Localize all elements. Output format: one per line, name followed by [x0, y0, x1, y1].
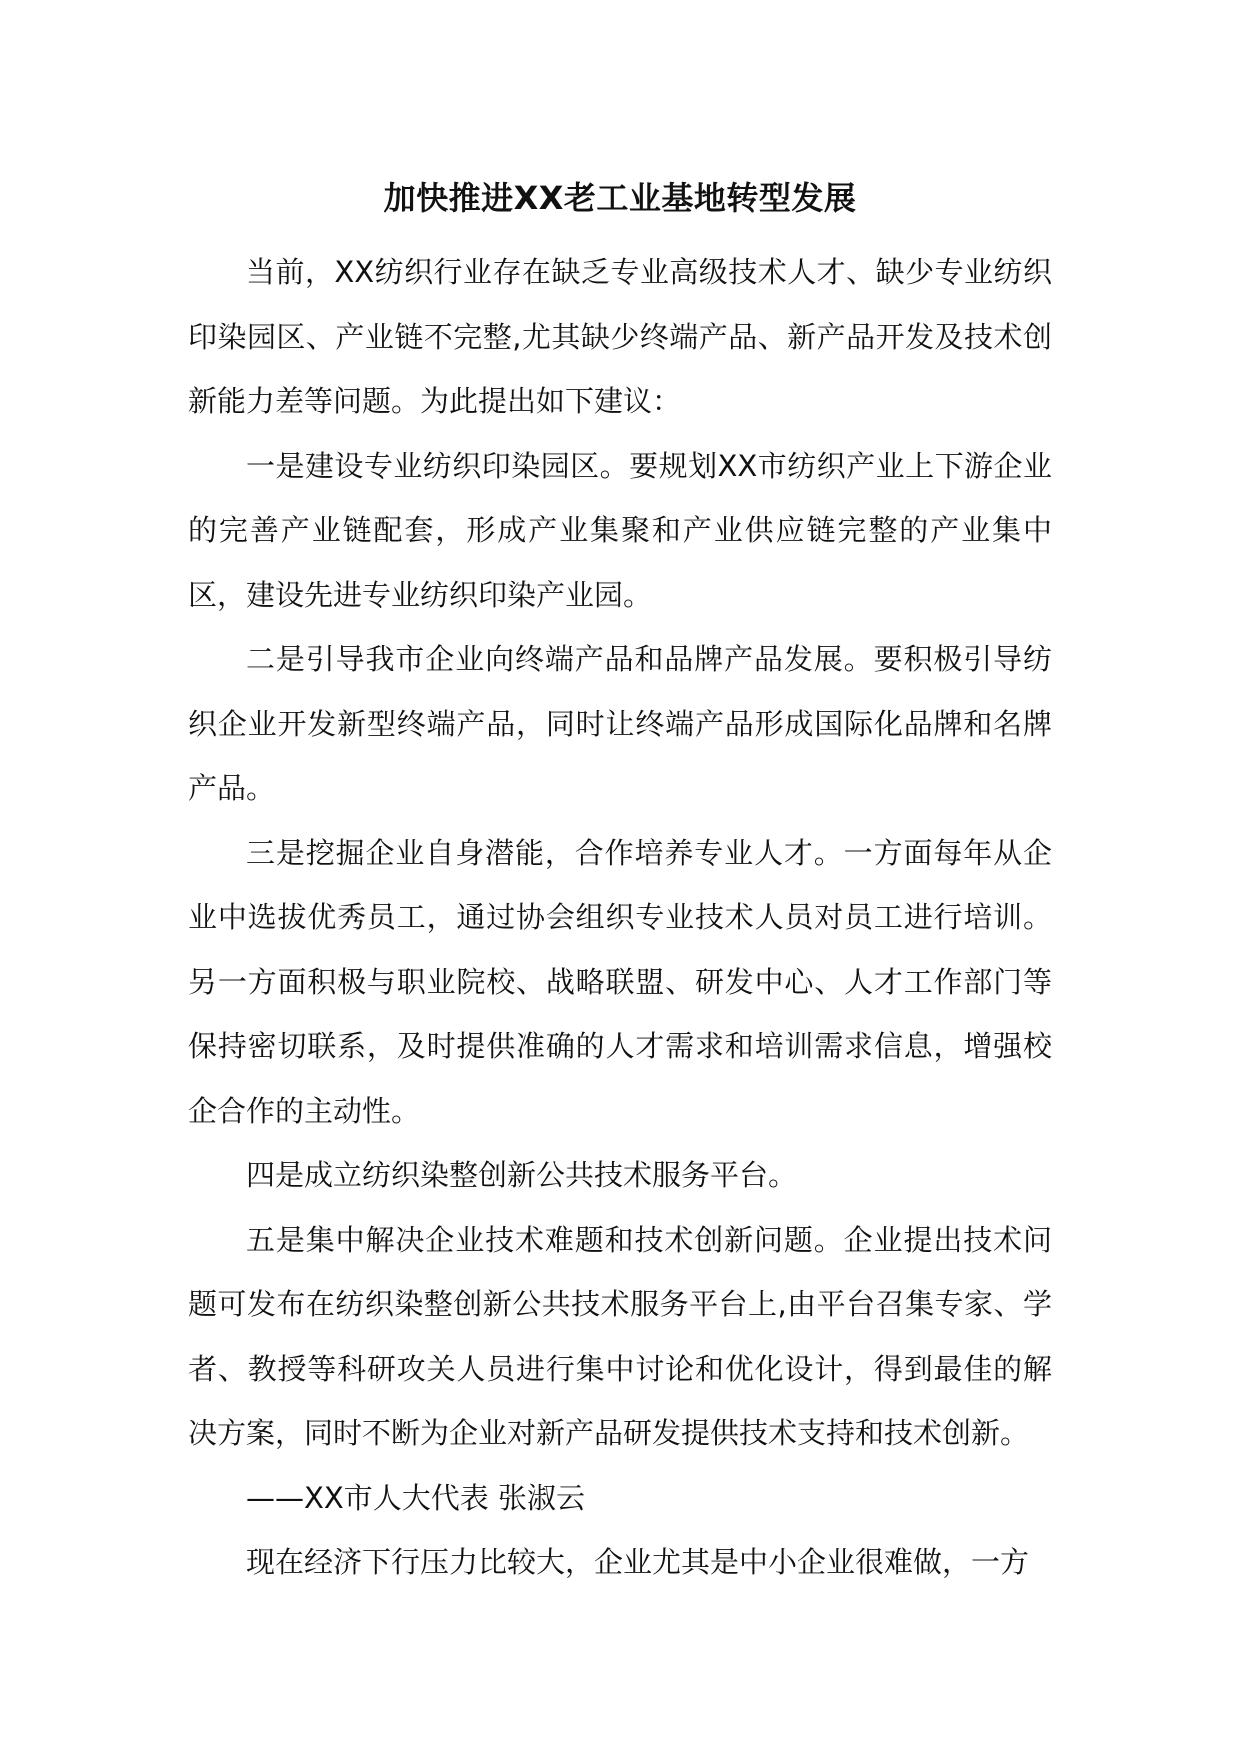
author-signature: ——XX市人大代表 张淑云: [246, 1480, 585, 1515]
paragraph-intro: 当前，XX纺织行业存在缺乏专业高级技术人才、缺少专业纺织印染园区、产业链不完整,尤其缺少终端产品、新产品开发及技术创新能力差等问题。为此提出如下建议：: [188, 255, 1052, 418]
paragraph-suggestion-4: 四是成立纺织染整创新公共技术服务平台。: [246, 1158, 798, 1192]
paragraph-suggestion-1: 一是建设专业纺织印染园区。要规划XX市纺织产业上下游企业的完善产业链配套，形成产业集聚和产业供应链完整的产业集中区，建设先进专业纺织印染产业园。: [188, 448, 1052, 612]
document-title: 加快推进XX老工业基地转型发展: [383, 179, 857, 217]
document-page: [188, 166, 1052, 1595]
paragraph-suggestion-5: 五是集中解决企业技术难题和技术创新问题。企业提出技术问题可发布在纺织染整创新公共技术服务平台上,由平台召集专家、学者、教授等科研攻关人员进行集中讨论和优化设计，得到最佳的解决方案，同时不断为企业对新产品研发提供技术支持和技术创新。: [188, 1222, 1052, 1450]
paragraph-suggestion-3: 三是挖掘企业自身潜能，合作培养专业人才。一方面每年从企业中选拔优秀员工，通过协会组织专业技术人员对员工进行培训。另一方面积极与职业院校、战略联盟、研发中心、人才工作部门等保持密切联系，及时提供准确的人才需求和培训需求信息，增强校企合作的主动性。: [188, 835, 1052, 1128]
paragraph-suggestion-2: 二是引导我市企业向终端产品和品牌产品发展。要积极引导纺织企业开发新型终端产品，同时让终端产品形成国际化品牌和名牌产品。: [188, 642, 1052, 805]
paragraph-closing: 现在经济下行压力比较大，企业尤其是中小企业很难做，一方: [246, 1545, 1030, 1579]
